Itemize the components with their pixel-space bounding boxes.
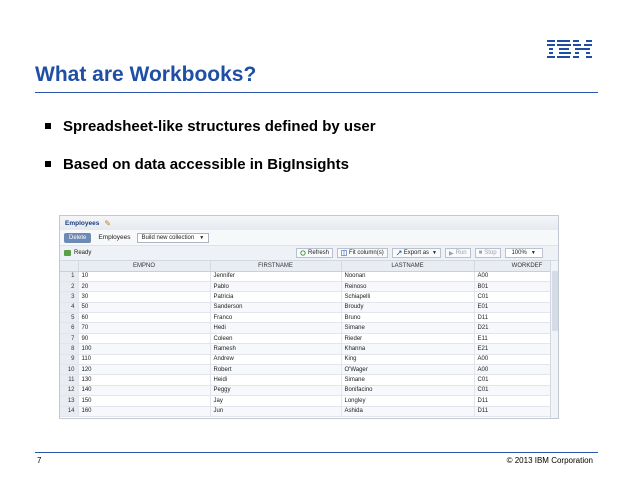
table-cell[interactable]: 120 [78, 365, 210, 375]
table-cell[interactable]: E21 [474, 344, 559, 354]
export-icon [396, 250, 402, 256]
stop-label: Stop [484, 250, 497, 256]
table-row[interactable] [60, 271, 559, 281]
table-cell[interactable]: Ashida [341, 406, 474, 416]
build-collection-label: Build new collection [141, 234, 195, 241]
workbook-name: Employees [65, 219, 100, 227]
table-cell[interactable]: King [341, 354, 474, 364]
table-cell[interactable]: 160 [78, 406, 210, 416]
table-row[interactable] [60, 406, 559, 416]
run-label: Run [455, 250, 467, 256]
table-cell[interactable]: 20 [78, 281, 210, 291]
table-row[interactable] [60, 302, 559, 312]
toolbar-buttons [296, 248, 543, 258]
zoom-select[interactable] [505, 248, 543, 258]
table-cell[interactable]: Broudy [341, 302, 474, 312]
table-row[interactable] [60, 323, 559, 333]
table-cell[interactable]: O'Wager [341, 365, 474, 375]
row-number: 7 [60, 333, 78, 343]
table-cell[interactable]: C01 [474, 292, 559, 302]
table-cell[interactable]: Schiapelli [341, 292, 474, 302]
row-number: 5 [60, 313, 78, 323]
table-cell[interactable]: 60 [78, 313, 210, 323]
stop-button[interactable] [475, 248, 501, 258]
export-label: Export as [403, 250, 430, 256]
run-button[interactable] [445, 248, 471, 258]
table-cell[interactable]: Bruno [341, 313, 474, 323]
chevron-down-icon: ▼ [432, 250, 437, 256]
refresh-label: Refresh [308, 250, 330, 256]
column-header-lastname[interactable]: LASTNAME [341, 261, 474, 271]
row-number: 14 [60, 406, 78, 416]
bullet-text: Spreadsheet-like structures defined by user [63, 117, 376, 135]
table-row[interactable] [60, 354, 559, 364]
table-cell[interactable]: Bonifacino [341, 385, 474, 395]
row-number: 4 [60, 302, 78, 312]
table-cell[interactable]: D11 [474, 396, 559, 406]
row-number: 2 [60, 281, 78, 291]
table-cell[interactable]: Jennifer [210, 271, 341, 281]
column-header-firstname[interactable]: FIRSTNAME [210, 261, 341, 271]
copyright-text: © 2013 IBM Corporation [506, 456, 593, 465]
table-cell[interactable]: A00 [474, 354, 559, 364]
title-divider [35, 92, 598, 93]
row-number: 1 [60, 271, 78, 281]
column-header[interactable] [60, 261, 78, 271]
bullet-text: Based on data accessible in BigInsights [63, 155, 349, 173]
table-row[interactable] [60, 375, 559, 385]
row-number: 3 [60, 292, 78, 302]
table-cell[interactable]: A00 [474, 365, 559, 375]
table-cell[interactable]: D21 [474, 323, 559, 333]
delete-button[interactable]: Delete [64, 233, 91, 243]
table-cell[interactable]: E01 [474, 302, 559, 312]
table-cell[interactable]: D11 [474, 406, 559, 416]
data-grid [60, 261, 559, 417]
status-icon [64, 250, 71, 256]
bullet-item [45, 117, 376, 135]
slide-title: What are Workbooks? [35, 63, 257, 86]
vertical-scrollbar[interactable] [550, 261, 558, 419]
refresh-button[interactable] [296, 248, 333, 258]
table-cell[interactable]: Khanna [341, 344, 474, 354]
bullet-list [45, 117, 376, 193]
table-row[interactable] [60, 344, 559, 354]
export-button[interactable] [392, 248, 441, 258]
table-cell[interactable]: Longley [341, 396, 474, 406]
row-number: 10 [60, 365, 78, 375]
table-row[interactable] [60, 365, 559, 375]
fit-columns-label: Fit column(s) [349, 250, 384, 256]
row-number: 11 [60, 375, 78, 385]
status-text: Ready [74, 250, 92, 256]
refresh-icon [300, 250, 306, 256]
table-cell[interactable]: 130 [78, 375, 210, 385]
table-cell[interactable]: Coleen [210, 333, 341, 343]
table-cell[interactable]: Pablo [210, 281, 341, 291]
bullet-item [45, 155, 376, 173]
table-cell[interactable]: Jun [210, 406, 341, 416]
stop-icon: ■ [478, 250, 483, 256]
row-number: 8 [60, 344, 78, 354]
toolbar [60, 246, 558, 261]
table-cell[interactable]: 30 [78, 292, 210, 302]
page-number: 7 [37, 456, 42, 465]
table-cell[interactable]: Ramesh [210, 344, 341, 354]
table-row[interactable] [60, 333, 559, 343]
table-cell[interactable]: C01 [474, 375, 559, 385]
sheet-tab[interactable]: Employees [98, 234, 131, 241]
table-cell[interactable]: Simane [341, 323, 474, 333]
table-row[interactable] [60, 385, 559, 395]
column-header-empno[interactable]: EMPNO [78, 261, 210, 271]
build-collection-select[interactable] [137, 233, 210, 243]
bullet-square-icon [45, 123, 51, 129]
footer-divider [35, 452, 598, 453]
edit-pencil-icon[interactable]: ✎ [104, 218, 112, 228]
table-cell[interactable]: E11 [474, 333, 559, 343]
table-cell[interactable]: Simane [341, 375, 474, 385]
table-cell[interactable]: 90 [78, 333, 210, 343]
grid-body [60, 271, 559, 416]
table-cell[interactable]: Jay [210, 396, 341, 406]
table-cell[interactable]: 140 [78, 385, 210, 395]
sheet-bar [60, 230, 558, 246]
table-cell[interactable]: Robert [210, 365, 341, 375]
row-number: 12 [60, 385, 78, 395]
table-cell[interactable]: 100 [78, 344, 210, 354]
columns-icon [341, 250, 347, 256]
workbook-screenshot [59, 215, 559, 419]
chevron-down-icon: ▼ [530, 250, 536, 256]
table-cell[interactable]: Reinoso [341, 281, 474, 291]
table-cell[interactable]: Andrew [210, 354, 341, 364]
grid-header-row [60, 261, 559, 271]
table-cell[interactable]: 150 [78, 396, 210, 406]
table-cell[interactable]: Hedi [210, 323, 341, 333]
workbook-header [60, 216, 558, 230]
table-row[interactable] [60, 281, 559, 291]
row-number: 6 [60, 323, 78, 333]
bullet-square-icon [45, 161, 51, 167]
row-number: 13 [60, 396, 78, 406]
table-cell[interactable]: A00 [474, 271, 559, 281]
table-cell[interactable]: 70 [78, 323, 210, 333]
table-cell[interactable]: Heidi [210, 375, 341, 385]
table-row[interactable] [60, 313, 559, 323]
chevron-down-icon: ▼ [199, 234, 205, 241]
column-header-workdept[interactable]: WORKDEF [474, 261, 559, 271]
table-cell[interactable]: Peggy [210, 385, 341, 395]
table-cell[interactable]: Noonan [341, 271, 474, 281]
table-cell[interactable]: Rieder [341, 333, 474, 343]
table-cell[interactable]: 110 [78, 354, 210, 364]
scrollbar-thumb[interactable] [552, 271, 558, 331]
fit-columns-button[interactable] [337, 248, 388, 258]
table-cell[interactable]: Patricia [210, 292, 341, 302]
table-cell[interactable]: D11 [474, 313, 559, 323]
table-cell[interactable]: Sanderson [210, 302, 341, 312]
table-row[interactable] [60, 396, 559, 406]
row-number: 9 [60, 354, 78, 364]
table-cell[interactable]: 10 [78, 271, 210, 281]
table-cell[interactable]: 50 [78, 302, 210, 312]
zoom-value: 100% [511, 250, 527, 256]
table-cell[interactable]: Franco [210, 313, 341, 323]
table-cell[interactable]: B01 [474, 281, 559, 291]
play-icon: ▶ [449, 250, 454, 257]
table-row[interactable] [60, 292, 559, 302]
table-cell[interactable]: C01 [474, 385, 559, 395]
